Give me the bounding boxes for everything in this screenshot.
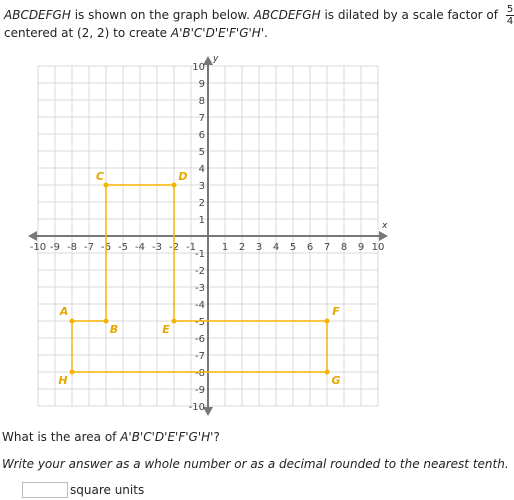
y-tick-label: 10 [192,62,205,73]
x-axis-left-arrow [28,231,37,241]
vertex-point-e [172,319,177,324]
y-tick-label: 9 [198,79,205,90]
vertex-label-g: G [331,374,341,387]
y-tick-label: -6 [195,334,205,345]
question-text-3: centered at (2, 2) to create [4,26,171,40]
x-tick-label: -8 [67,242,77,253]
figure-name: ABCDEFGH [4,8,71,22]
question-end: . [264,26,268,40]
vertex-label-b: B [109,323,119,336]
x-tick-label: 2 [238,242,246,253]
ask-figure-name: A'B'C'D'E'F'G'H' [120,430,214,444]
y-tick-label: -2 [195,266,205,277]
answer-instruction: Write your answer as a whole number or as a decimal rounded to the nearest tenth. [2,457,509,471]
image-figure-name: A'B'C'D'E'F'G'H' [170,26,265,40]
y-tick-label: 7 [198,113,205,124]
x-tick-label: 4 [272,242,280,253]
area-question [2,430,220,444]
x-tick-label: 5 [289,242,297,253]
x-tick-label: 7 [323,242,331,253]
question-line-2 [4,26,268,40]
scale-factor-fraction [506,4,514,27]
answer-input[interactable] [22,482,68,498]
y-tick-label: -3 [195,283,205,294]
y-tick-label: -4 [195,300,205,311]
vertex-label-c: C [95,170,105,183]
vertex-point-d [172,183,177,188]
x-tick-label: 3 [255,242,263,253]
question-text: is shown on the graph below. [70,8,254,22]
y-axis-label: y [213,54,219,64]
vertex-label-a: A [59,305,69,318]
x-tick-label: 9 [357,242,365,253]
vertex-point-a [70,319,75,324]
y-tick-label: 1 [198,215,205,226]
y-tick-label: 2 [198,198,205,209]
question-line-1 [4,4,514,27]
vertex-point-b [104,319,109,324]
ask-end: ? [213,430,220,444]
ask-text: What is the area of [2,430,121,444]
x-tick-label: -2 [169,242,179,253]
x-tick-label: -4 [135,242,145,253]
vertex-label-d: D [178,170,188,183]
figure-name-2: ABCDEFGH [253,8,321,22]
y-tick-label: 3 [198,181,205,192]
axes [28,54,388,416]
x-tick-label: -6 [101,242,111,253]
y-tick-label: 6 [198,130,205,141]
y-tick-label: 4 [198,164,205,175]
x-tick-label: -5 [118,242,128,253]
y-tick-label: -1 [195,249,205,260]
polygon-abcdefgh [70,183,330,375]
x-tick-label: 10 [371,242,385,253]
fraction-numerator: 5 [506,4,514,15]
vertex-label-h: H [58,374,68,387]
x-tick-label: 8 [340,242,348,253]
fraction-denominator: 4 [506,16,514,27]
vertex-point-g [325,370,330,375]
x-tick-label: -1 [186,242,196,253]
vertex-label-e: E [162,323,170,336]
units-label: square units [70,483,145,497]
y-tick-label: -8 [195,368,205,379]
x-axis-right-arrow [379,231,388,241]
x-tick-label: -10 [29,242,47,253]
y-tick-label: -9 [195,385,205,396]
y-tick-label: -10 [188,402,205,413]
x-tick-label: -7 [84,242,94,253]
vertex-point-f [325,319,330,324]
vertex-point-c [104,183,109,188]
x-tick-label: -3 [152,242,162,253]
question-text-2: is dilated by a scale factor of [320,8,502,22]
x-tick-label: -9 [50,242,60,253]
x-tick-label: 6 [306,242,314,253]
y-tick-label: -7 [195,351,205,362]
vertex-label-f: F [332,305,340,318]
y-tick-label: 8 [198,96,205,107]
x-axis-label: x [382,221,388,231]
y-tick-label: 5 [198,147,205,158]
y-tick-label: -5 [195,317,205,328]
vertex-point-h [70,370,75,375]
x-tick-label: 1 [221,242,229,253]
coordinate-graph [0,52,493,424]
